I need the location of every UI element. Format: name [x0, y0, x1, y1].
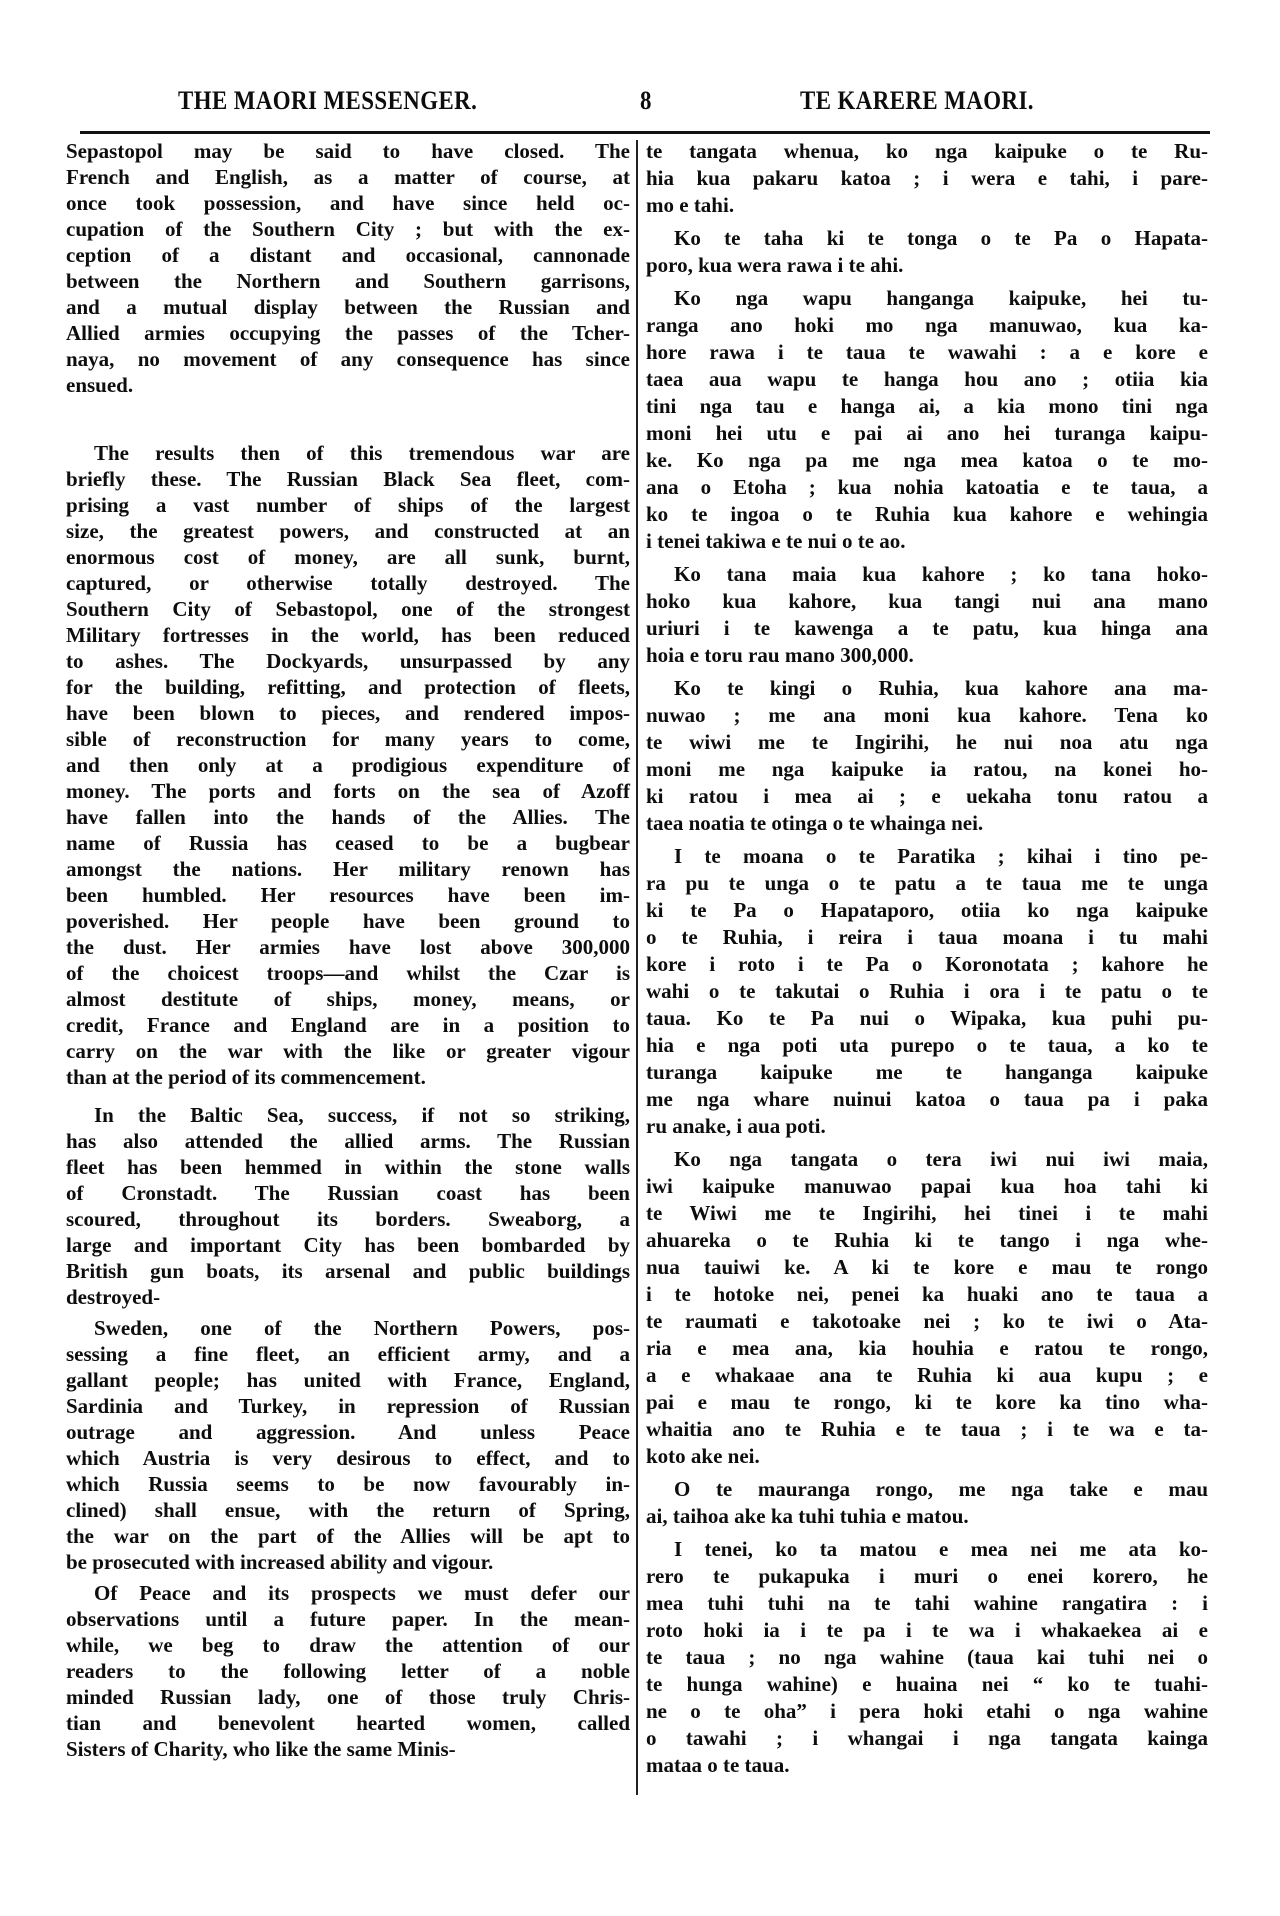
paragraph [646, 1146, 1208, 1470]
text-line: hoia e toru rau mano 300,000. [646, 643, 914, 667]
paragraph [646, 225, 1208, 279]
paragraph [66, 1102, 630, 1310]
text-line: be prosecuted with increased ability and vigour. [66, 1550, 494, 1574]
text-line: ai, taihoa ake ka tuhi tuhia e matou. [646, 1504, 969, 1528]
text-line: Ko te kingi o Ruhia, kua kahore ana ma- [674, 676, 1208, 700]
column-divider [636, 140, 638, 1795]
text-line: o te Ruhia, i reira i taua moana i tu mahi [646, 925, 1208, 949]
text-line: British gun boats, its arsenal and public buildings [66, 1259, 630, 1283]
paragraph [66, 138, 630, 398]
text-line: ranga ano hoki mo nga manuwao, kua ka- [646, 313, 1208, 337]
text-line: ensued. [66, 373, 134, 397]
text-line: koto ake nei. [646, 1444, 760, 1468]
text-line: clined) shall ensue, with the return of Spring, [66, 1498, 630, 1522]
text-line: prising a vast number of ships of the largest [66, 493, 630, 517]
paragraph [646, 561, 1208, 669]
text-line: credit, France and England are in a position to [66, 1013, 630, 1037]
text-line: enormous cost of money, are all sunk, burnt, [66, 545, 630, 569]
text-line: mataa o te taua. [646, 1753, 790, 1777]
text-line: ra pu te unga o te patu a te taua me te unga [646, 871, 1208, 895]
text-line: hia kua pakaru katoa ; i wera e tahi, i pare- [646, 166, 1208, 190]
text-line: minded Russian lady, one of those truly Chris- [66, 1685, 630, 1709]
text-line: The results then of this tremendous war are [94, 441, 630, 465]
text-line: moni me nga kaipuke ia ratou, na konei ho- [646, 757, 1208, 781]
text-line: ne o te oha” i pera hoki etahi o nga wahine [646, 1699, 1208, 1723]
paragraph [66, 440, 630, 1090]
paragraph [646, 1536, 1208, 1779]
text-line: Sweden, one of the Northern Powers, pos- [94, 1316, 630, 1340]
text-line: carry on the war with the like or greater vigour [66, 1039, 630, 1063]
page-number: 8 [640, 86, 652, 115]
text-line: fleet has been hemmed in within the stone walls [66, 1155, 630, 1179]
text-line: sible of reconstruction for many years to come, [66, 727, 630, 751]
text-line: have been blown to pieces, and rendered impos- [66, 701, 630, 725]
text-line: of Cronstadt. The Russian coast has been [66, 1181, 630, 1205]
text-line: te raumati e takotoake nei ; ko te iwi o Ata- [646, 1309, 1208, 1333]
text-line: readers to the following letter of a noble [66, 1659, 630, 1683]
paragraph [646, 843, 1208, 1140]
maori-masthead-title: TE KARERE MAORI. [800, 86, 1034, 115]
text-line: tini nga tau e hanga ai, a kia mono tini nga [646, 394, 1208, 418]
text-line: of the choicest troops—and whilst the Czar is [66, 961, 630, 985]
text-line: Southern City of Sebastopol, one of the strongest [66, 597, 630, 621]
text-line: nua tauiwi ke. A ki te kore e mau te rongo [646, 1255, 1208, 1279]
text-line: sessing a fine fleet, an efficient army, and a [66, 1342, 630, 1366]
text-line: and then only at a prodigious expenditure of [66, 753, 630, 777]
text-line: o tawahi ; i whangai i nga tangata kainga [646, 1726, 1208, 1750]
text-line: captured, or otherwise totally destroyed. The [66, 571, 630, 595]
text-line: poverished. Her people have been ground to [66, 909, 630, 933]
text-line: amongst the nations. Her military renown has [66, 857, 630, 881]
text-line: te wiwi me te Ingirihi, he nui noa atu nga [646, 730, 1208, 754]
text-line: iwi kaipuke manuwao papai kua hoa tahi ki [646, 1174, 1208, 1198]
text-line: while, we beg to draw the attention of our [66, 1633, 630, 1657]
text-line: tian and benevolent hearted women, called [66, 1711, 630, 1735]
text-line: observations until a future paper. In the mean- [66, 1607, 630, 1631]
text-line: taea aua wapu te hanga hou ano ; otiia kia [646, 367, 1208, 391]
text-line: taea noatia te otinga o te whainga nei. [646, 811, 984, 835]
header-rule [80, 131, 1210, 134]
text-line: O te mauranga rongo, me nga take e mau [674, 1477, 1208, 1501]
text-line: wahi o te takutai o Ruhia i ora i te patu o te [646, 979, 1208, 1003]
text-line: Military fortresses in the world, has been reduced [66, 623, 630, 647]
text-line: i tenei takiwa e te nui o te ao. [646, 529, 906, 553]
text-line: moni hei utu e pai ai ano hei turanga kaipu- [646, 421, 1208, 445]
text-line: size, the greatest powers, and constructed at an [66, 519, 630, 543]
text-line: nuwao ; me ana moni kua kahore. Tena ko [646, 703, 1208, 727]
text-line: hia e nga poti uta purepo o te taua, a ko te [646, 1033, 1208, 1057]
paragraph [646, 675, 1208, 837]
text-line: ana o Etoha ; kua nohia katoatia e te taua, a [646, 475, 1208, 499]
text-line: been humbled. Her resources have been im- [66, 883, 630, 907]
text-line: and a mutual display between the Russian and [66, 295, 630, 319]
text-line: Ko te taha ki te tonga o te Pa o Hapata- [674, 226, 1208, 250]
text-line: ception of a distant and occasional, cannonade [66, 243, 630, 267]
text-line: gallant people; has united with France, England, [66, 1368, 630, 1392]
text-line: te Wiwi me te Ingirihi, hei tinei i te mahi [646, 1201, 1208, 1225]
text-line: outrage and aggression. And unless Peace [66, 1420, 630, 1444]
text-line: which Russia seems to be now favourably in- [66, 1472, 630, 1496]
text-line: roto hoki ia i te pa i te wa i whakaekea ai e [646, 1618, 1208, 1642]
text-line: ki te Pa o Hapataporo, otiia ko nga kaipuke [646, 898, 1208, 922]
text-line: Ko nga tangata o tera iwi nui iwi maia, [674, 1147, 1208, 1171]
text-line: hoko kua kahore, kua tangi nui ana mano [646, 589, 1208, 613]
text-line: once took possession, and have since held oc- [66, 191, 630, 215]
text-line: te taua ; no nga wahine (taua kai tuhi nei o [646, 1645, 1208, 1669]
english-masthead-title: THE MAORI MESSENGER. [178, 86, 478, 115]
text-line: uriuri i te kawenga a te patu, kua hinga ana [646, 616, 1208, 640]
text-line: naya, no movement of any consequence has since [66, 347, 630, 371]
text-line: Sardinia and Turkey, in repression of Russian [66, 1394, 630, 1418]
paragraph [66, 1580, 630, 1762]
text-line: between the Northern and Southern garrisons, [66, 269, 630, 293]
text-line: taua. Ko te Pa nui o Wipaka, kua puhi pu- [646, 1006, 1208, 1030]
text-line: hore rawa i te taua te wawahi : a e kore e [646, 340, 1208, 364]
text-line: Ko nga wapu hanganga kaipuke, hei tu- [674, 286, 1208, 310]
text-line: te hunga wahine) e huaina nei “ ko te tuahi- [646, 1672, 1208, 1696]
text-line: mo e tahi. [646, 193, 735, 217]
text-line: scoured, throughout its borders. Sweaborg, a [66, 1207, 630, 1231]
text-line: ki ratou i mea ai ; e uekaha tonu ratou a [646, 784, 1208, 808]
text-line: briefly these. The Russian Black Sea fleet, com- [66, 467, 630, 491]
text-line: Allied armies occupying the passes of the Tcher- [66, 321, 630, 345]
text-line: mea tuhi tuhi na te tahi wahine rangatira : i [646, 1591, 1208, 1615]
text-line: money. The ports and forts on the sea of Azoff [66, 779, 630, 803]
text-line: ria e mea ana, kia houhia e ratou te rongo, [646, 1336, 1208, 1360]
paragraph [646, 285, 1208, 555]
text-line: whaitia ano te Ruhia e te taua ; i te wa e ta- [646, 1417, 1208, 1441]
paragraph [646, 1476, 1208, 1530]
text-line: In the Baltic Sea, success, if not so striking, [94, 1103, 630, 1127]
text-line: me nga whare nuinui katoa o taua pa i paka [646, 1087, 1208, 1111]
text-line: i te hotoke nei, penei ka huaki ano te taua a [646, 1282, 1208, 1306]
text-line: Sepastopol may be said to have closed. The [66, 139, 630, 163]
text-line: ke. Ko nga pa me nga mea katoa o te mo- [646, 448, 1208, 472]
text-line: for the building, refitting, and protection of fleets, [66, 675, 630, 699]
text-line: ru anake, i aua poti. [646, 1114, 826, 1138]
paragraph [646, 138, 1208, 219]
text-line: a e whakaae ana te Ruhia ki aua kupu ; e [646, 1363, 1208, 1387]
text-line: almost destitute of ships, money, means, or [66, 987, 630, 1011]
text-line: poro, kua wera rawa i te ahi. [646, 253, 904, 277]
text-line: Of Peace and its prospects we must defer our [94, 1581, 630, 1605]
maori-column [646, 138, 1208, 1785]
text-line: has also attended the allied arms. The Russian [66, 1129, 630, 1153]
text-line: kore i roto i te Pa o Koronotata ; kahore he [646, 952, 1208, 976]
text-line: ahuareka o te Ruhia ki te tango i nga whe- [646, 1228, 1208, 1252]
text-line: cupation of the Southern City ; but with the ex- [66, 217, 630, 241]
text-line: pai e mau te rongo, ki te kore ka tino wha- [646, 1390, 1208, 1414]
text-line: te tangata whenua, ko nga kaipuke o te Ru- [646, 139, 1208, 163]
text-line: ko te ingoa o te Ruhia kua kahore e wehingia [646, 502, 1208, 526]
text-line: the war on the part of the Allies will be apt to [66, 1524, 630, 1548]
text-line: rero te pukapuka i muri o enei korero, he [646, 1564, 1208, 1588]
text-line: large and important City has been bombarded by [66, 1233, 630, 1257]
text-line: turanga kaipuke me te hanganga kaipuke [646, 1060, 1208, 1084]
paragraph [66, 1315, 630, 1575]
text-line: French and English, as a matter of course, at [66, 165, 630, 189]
text-line: the dust. Her armies have lost above 300,000 [66, 935, 630, 959]
text-line: to ashes. The Dockyards, unsurpassed by any [66, 649, 630, 673]
text-line: Ko tana maia kua kahore ; ko tana hoko- [674, 562, 1208, 586]
text-line: I te moana o te Paratika ; kihai i tino pe- [674, 844, 1208, 868]
text-line: which Austria is very desirous to effect, and to [66, 1446, 630, 1470]
text-line: destroyed- [66, 1285, 161, 1309]
text-line: have fallen into the hands of the Allies. The [66, 805, 630, 829]
text-line: Sisters of Charity, who like the same Minis- [66, 1737, 456, 1761]
text-line: name of Russia has ceased to be a bugbear [66, 831, 630, 855]
text-line: than at the period of its commencement. [66, 1065, 426, 1089]
text-line: I tenei, ko ta matou e mea nei me ata ko- [674, 1537, 1208, 1561]
